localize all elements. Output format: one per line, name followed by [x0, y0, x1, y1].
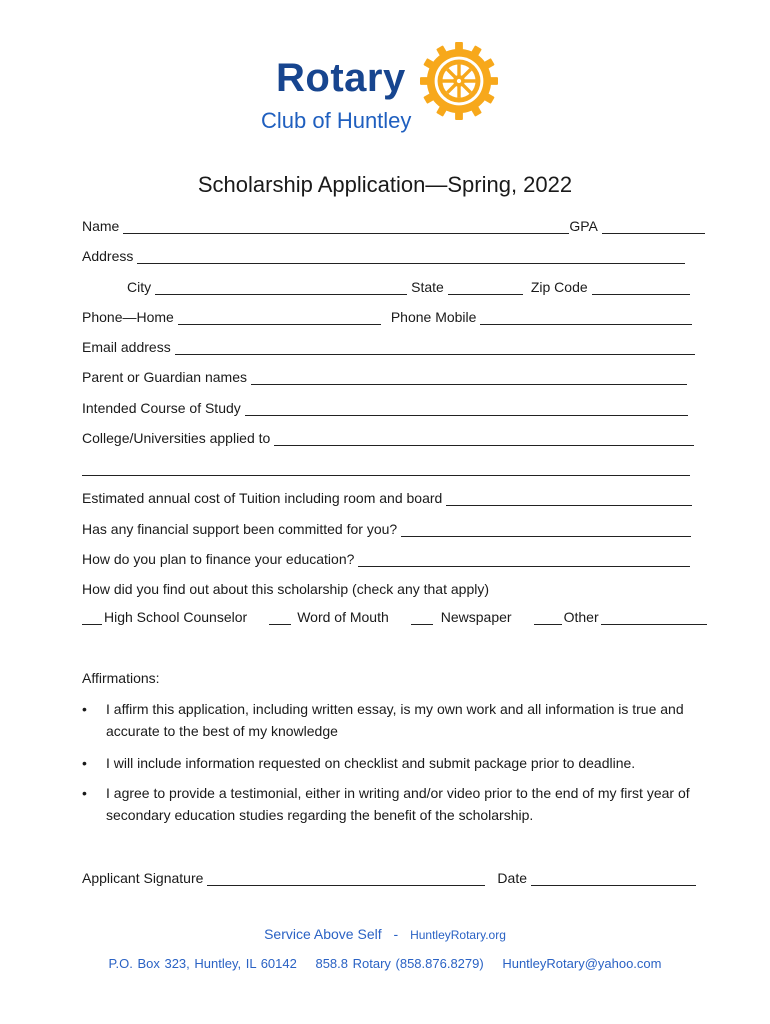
cost-field[interactable] — [446, 490, 692, 506]
affirmation-item — [82, 698, 702, 742]
option-other[interactable] — [534, 609, 709, 625]
footer-phone: 858.8 Rotary (858.876.8279) — [315, 956, 484, 971]
logo-wordmark: Rotary — [276, 56, 406, 100]
gpa-field[interactable] — [602, 218, 705, 234]
phone-mobile-field[interactable] — [480, 309, 692, 325]
parents-field[interactable] — [251, 369, 687, 385]
city-row — [127, 275, 690, 295]
findout-label: How did you find out about this scholarship (check any that apply) — [82, 581, 490, 597]
affirmations-heading: Affirmations: — [82, 670, 160, 686]
colleges-field-2[interactable] — [82, 460, 690, 476]
phone-home-field[interactable] — [178, 309, 381, 325]
rotary-wheel-icon — [420, 42, 498, 120]
footer-contact-line — [0, 956, 770, 971]
footer-motto: Service Above Self — [264, 926, 382, 942]
counselor-label: High School Counselor — [104, 609, 248, 625]
bullet-icon: • — [82, 755, 87, 771]
rotary-logo — [258, 42, 508, 142]
word-of-mouth-label: Word of Mouth — [297, 609, 389, 625]
signature-label: Applicant Signature — [82, 870, 204, 886]
support-field[interactable] — [401, 521, 691, 537]
footer-separator: - — [393, 926, 399, 942]
signature-field[interactable] — [207, 870, 485, 886]
email-row — [82, 335, 695, 355]
colleges-row — [82, 426, 694, 446]
affirmation-text: I will include information requested on checklist and submit package prior to deadline. — [106, 755, 636, 771]
zip-label: Zip Code — [530, 279, 588, 295]
city-label: City — [127, 279, 152, 295]
page-title: Scholarship Application—Spring, 2022 — [197, 172, 573, 197]
email-label: Email address — [82, 339, 171, 355]
gpa-label: GPA — [569, 218, 598, 234]
other-checkbox[interactable] — [534, 609, 562, 625]
findout-row — [82, 577, 493, 597]
colleges-field[interactable] — [274, 430, 694, 446]
finance-field[interactable] — [358, 551, 690, 567]
address-field[interactable] — [137, 248, 685, 264]
date-label: Date — [497, 870, 527, 886]
name-field[interactable] — [123, 218, 569, 234]
finance-label: How do you plan to finance your education? — [82, 551, 355, 567]
state-label: State — [411, 279, 444, 295]
course-row — [82, 396, 688, 416]
colleges-label: College/Universities applied to — [82, 430, 271, 446]
course-field[interactable] — [245, 400, 688, 416]
bullet-icon: • — [82, 701, 87, 717]
phone-mobile-label: Phone Mobile — [390, 309, 477, 325]
footer-motto-line — [0, 926, 770, 942]
cost-row — [82, 486, 692, 506]
word-of-mouth-checkbox[interactable] — [269, 609, 291, 625]
affirmation-text: I affirm this application, including written essay, is my own work and all information is true and accurate to the best of my knowledge — [106, 701, 684, 739]
phone-row — [82, 305, 692, 325]
support-row — [82, 517, 691, 537]
support-label: Has any financial support been committed for you? — [82, 521, 398, 537]
option-counselor[interactable] — [82, 609, 247, 625]
state-field[interactable] — [448, 279, 523, 295]
affirmation-text: I agree to provide a testimonial, either in writing and/or video prior to the end of my first year of secondary education studies regarding the benefit of the scholarship. — [106, 785, 690, 823]
logo-club-name: Club of Huntley — [261, 108, 412, 133]
counselor-checkbox[interactable] — [82, 609, 102, 625]
phone-home-label: Phone—Home — [82, 309, 174, 325]
other-label: Other — [563, 609, 599, 625]
option-newspaper[interactable] — [411, 609, 512, 625]
parents-label: Parent or Guardian names — [82, 369, 247, 385]
name-row — [82, 214, 705, 234]
affirmation-item — [82, 752, 702, 774]
parents-row — [82, 365, 687, 385]
bullet-icon: • — [82, 785, 87, 801]
zip-field[interactable] — [592, 279, 690, 295]
newspaper-checkbox[interactable] — [411, 609, 433, 625]
cost-label: Estimated annual cost of Tuition including room and board — [82, 490, 443, 506]
source-options — [82, 609, 731, 625]
other-field[interactable] — [601, 609, 707, 625]
footer-address: P.O. Box 323, Huntley, IL 60142 — [108, 956, 297, 971]
affirmation-item — [82, 782, 702, 826]
email-field[interactable] — [175, 339, 695, 355]
address-row — [82, 244, 685, 264]
newspaper-label: Newspaper — [440, 609, 512, 625]
option-word-of-mouth[interactable] — [269, 609, 389, 625]
footer-email[interactable]: HuntleyRotary@yahoo.com — [502, 956, 662, 971]
date-field[interactable] — [531, 870, 696, 886]
city-field[interactable] — [155, 279, 407, 295]
colleges-row-2 — [82, 456, 690, 476]
name-label: Name — [82, 218, 120, 234]
signature-row — [82, 866, 696, 886]
course-label: Intended Course of Study — [82, 400, 241, 416]
address-label: Address — [82, 248, 134, 264]
finance-row — [82, 547, 690, 567]
footer-website[interactable]: HuntleyRotary.org — [410, 928, 506, 942]
